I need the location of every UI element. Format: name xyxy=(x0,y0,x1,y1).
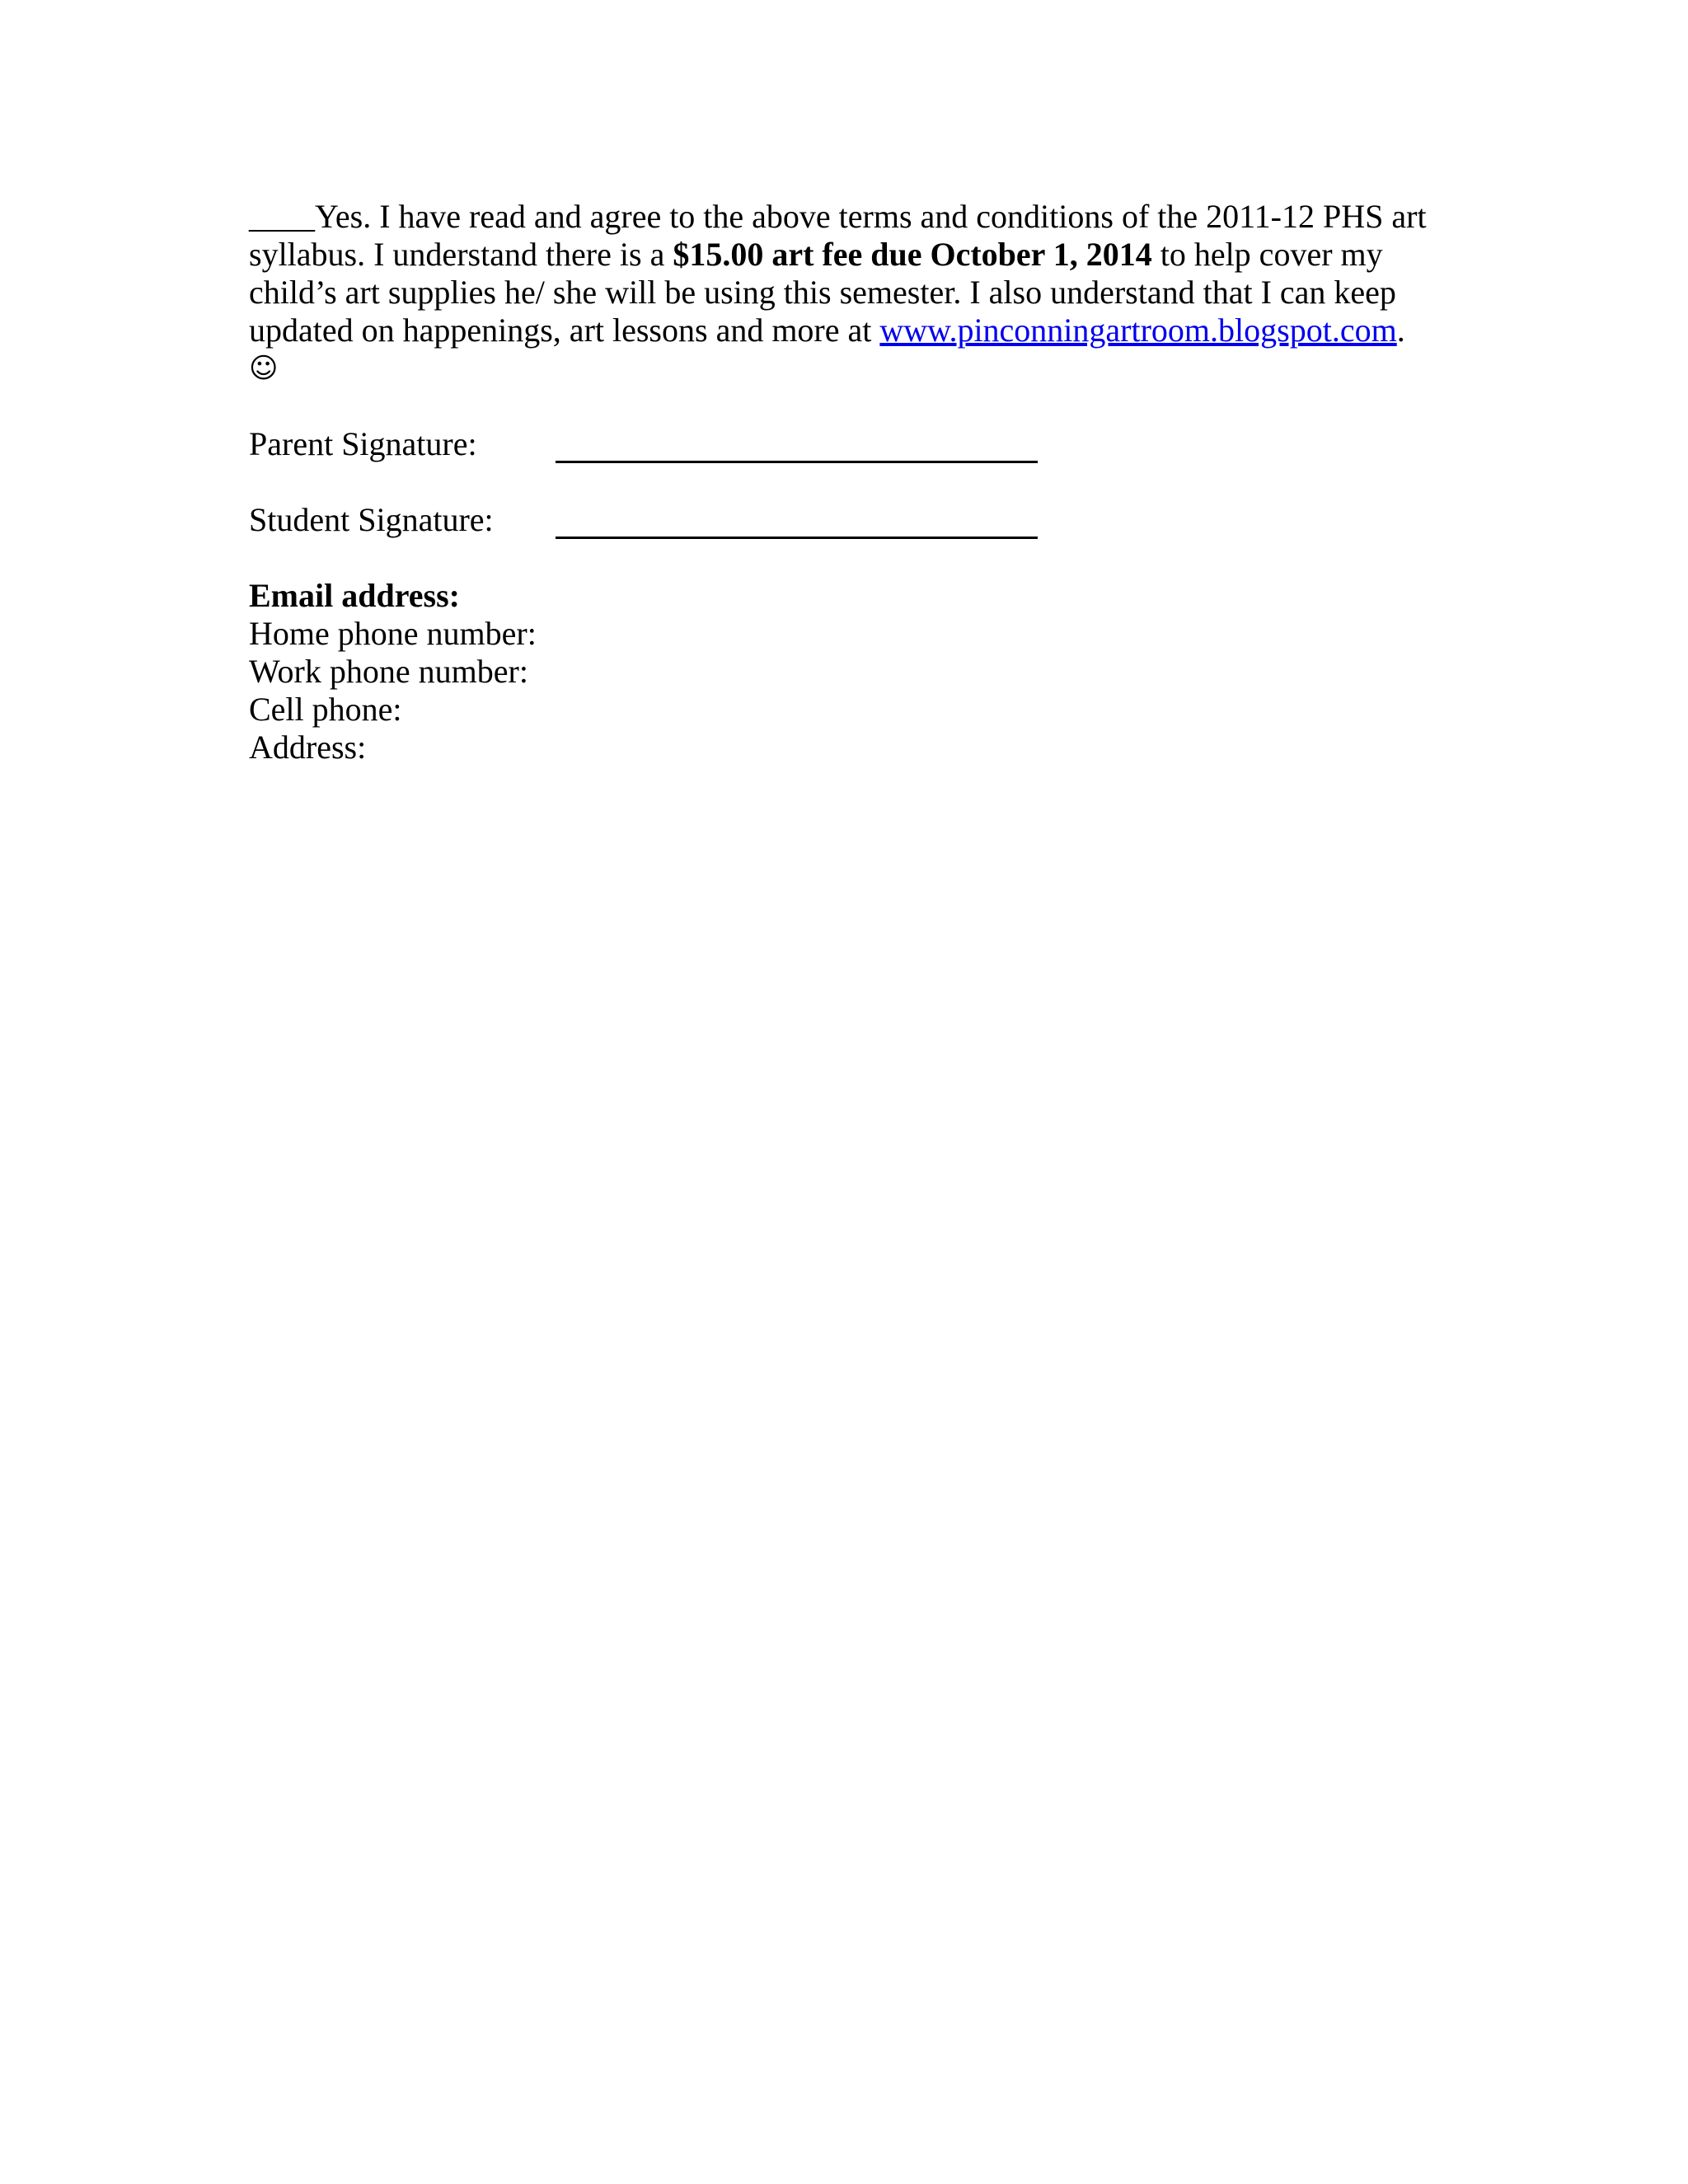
agreement-text-part2: to help cover my child’s art supplies he/ she will be using this semester. I also understand that I can keep updated on happenings, art lessons and more at xyxy=(249,236,1396,349)
parent-signature-label: Parent Signature: xyxy=(249,425,477,462)
student-signature-row xyxy=(249,501,1469,539)
parent-signature-line[interactable] xyxy=(556,425,1038,463)
work-phone-label: Work phone number: xyxy=(249,653,528,690)
smiley-icon: ☺ xyxy=(249,352,279,385)
parent-signature-row xyxy=(249,425,1469,463)
art-fee-notice: $15.00 art fee due October 1, 2014 xyxy=(673,236,1152,273)
agreement-period: . xyxy=(1396,312,1405,349)
cell-phone-label: Cell phone: xyxy=(249,691,402,728)
agreement-checkbox-blank[interactable]: ____ xyxy=(249,198,315,235)
blog-link[interactable]: www.pinconningartroom.blogspot.com xyxy=(879,312,1397,349)
contact-info-block xyxy=(249,577,1469,766)
student-signature-label: Student Signature: xyxy=(249,501,494,538)
student-signature-line[interactable] xyxy=(556,501,1038,539)
agreement-paragraph xyxy=(249,198,1469,387)
email-address-label: Email address: xyxy=(249,577,460,614)
agreement-text-part1: Yes. I have read and agree to the above terms and conditions of the 2011-12 PHS art syllabus. I understand there is a xyxy=(249,198,1427,273)
form-content xyxy=(249,198,1469,766)
home-phone-label: Home phone number: xyxy=(249,615,537,652)
address-label: Address: xyxy=(249,729,367,766)
